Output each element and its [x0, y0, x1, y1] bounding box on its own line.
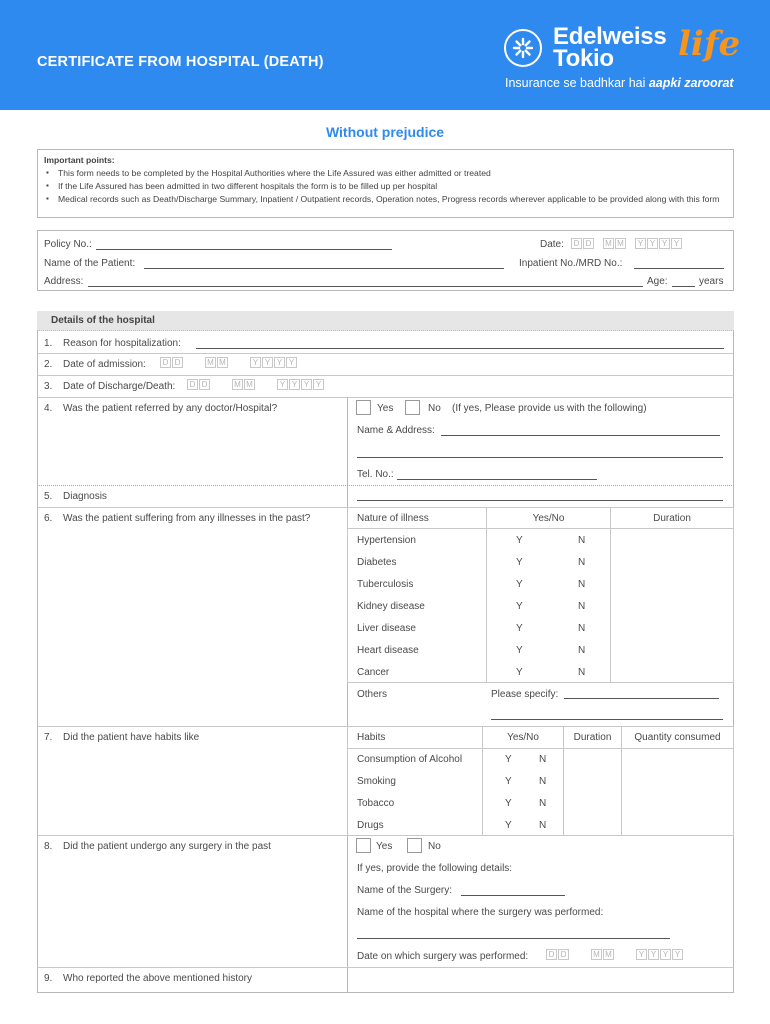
- specify-field-2[interactable]: [491, 719, 723, 720]
- tel-field[interactable]: [397, 479, 597, 480]
- habits-qty-header: Quantity consumed: [634, 732, 721, 743]
- q4-yes-label: Yes: [377, 403, 394, 414]
- q1-label: Reason for hospitalization:: [63, 338, 181, 349]
- diagnosis-field[interactable]: [357, 500, 723, 501]
- yes-option[interactable]: Y: [505, 798, 512, 809]
- details-heading: Details of the hospital: [51, 315, 155, 326]
- yesno-header: Yes/No: [532, 513, 565, 524]
- yes-option[interactable]: Y: [505, 776, 512, 787]
- important-point: ▪ This form needs to be completed by the Hospital Authorities where the Life Assured was either admitted or treated: [44, 167, 727, 180]
- q4-no-label: No: [428, 403, 441, 414]
- yes-option[interactable]: Y: [516, 667, 523, 678]
- admission-date-boxes[interactable]: D D M M Y Y Y Y: [160, 357, 298, 368]
- q7-number: 7.: [44, 732, 53, 743]
- important-point: ▪ If the Life Assured has been admitted in two different hospitals the form is to be filled up per hospital: [44, 180, 727, 193]
- q8-yes-checkbox[interactable]: [356, 838, 371, 853]
- address-label: Address:: [44, 276, 84, 287]
- logo-tokio: Tokio: [553, 45, 614, 72]
- edelweiss-flower-icon: [504, 29, 542, 67]
- logo-life: life: [678, 24, 741, 64]
- header-banner: [0, 0, 770, 110]
- no-option[interactable]: N: [539, 820, 547, 831]
- illness-row: Kidney disease: [357, 601, 425, 612]
- divider: [37, 485, 734, 486]
- yes-option[interactable]: Y: [516, 623, 523, 634]
- details-heading-bar: [37, 311, 734, 331]
- illness-header: Nature of illness: [357, 513, 429, 524]
- q7-label: Did the patient have habits like: [63, 732, 200, 743]
- q3-number: 3.: [44, 381, 53, 392]
- tagline: Insurance se badhkar hai aapki zaroorat: [505, 76, 734, 90]
- q6-label: Was the patient suffering from any illnesses in the past?: [63, 513, 311, 524]
- surgery-hospital-field[interactable]: [357, 938, 670, 939]
- no-option[interactable]: N: [578, 645, 586, 656]
- divider: [37, 397, 734, 398]
- q2-number: 2.: [44, 359, 53, 370]
- no-option[interactable]: N: [578, 623, 586, 634]
- duration-header: Duration: [653, 513, 691, 524]
- q4-no-checkbox[interactable]: [405, 400, 420, 415]
- illness-row: Heart disease: [357, 645, 419, 656]
- age-label: Age:: [647, 276, 668, 287]
- q4-label: Was the patient referred by any doctor/Hospital?: [63, 403, 278, 414]
- q8-no-label: No: [428, 841, 441, 852]
- no-option[interactable]: N: [539, 754, 547, 765]
- q5-number: 5.: [44, 491, 53, 502]
- divider: [37, 835, 734, 836]
- no-option[interactable]: N: [578, 579, 586, 590]
- important-points: [37, 149, 734, 218]
- no-option[interactable]: N: [578, 557, 586, 568]
- yes-option[interactable]: Y: [516, 645, 523, 656]
- others-label: Others: [357, 689, 388, 700]
- policy-date-boxes[interactable]: D D M M Y Y Y Y: [571, 238, 683, 249]
- habit-row: Drugs: [357, 820, 384, 831]
- habits-header: Habits: [357, 732, 386, 743]
- q2-label: Date of admission:: [63, 359, 146, 370]
- subtitle: Without prejudice: [325, 124, 445, 140]
- q8-number: 8.: [44, 841, 53, 852]
- patient-name-label: Name of the Patient:: [44, 258, 136, 269]
- inpatient-no-field[interactable]: [634, 268, 724, 269]
- discharge-date-boxes[interactable]: D D M M Y Y Y Y: [187, 379, 325, 390]
- q4-yes-checkbox[interactable]: [356, 400, 371, 415]
- surgery-date-boxes[interactable]: D D M M Y Y Y Y: [546, 949, 684, 960]
- age-field[interactable]: [672, 286, 695, 287]
- no-option[interactable]: N: [578, 601, 586, 612]
- policy-no-field[interactable]: [96, 249, 392, 250]
- specify-field[interactable]: [564, 698, 719, 699]
- column-divider: [347, 397, 348, 993]
- yesno-column: [486, 528, 611, 683]
- q4-note: (If yes, Please provide us with the following): [452, 403, 647, 414]
- patient-name-field[interactable]: [144, 268, 504, 269]
- illness-row: Cancer: [357, 667, 390, 678]
- divider: [37, 353, 734, 354]
- no-option[interactable]: N: [578, 535, 586, 546]
- illness-row: Hypertension: [357, 535, 416, 546]
- q8-no-checkbox[interactable]: [407, 838, 422, 853]
- q3-label: Date of Discharge/Death:: [63, 381, 176, 392]
- please-specify-label: Please specify:: [491, 689, 559, 700]
- no-option[interactable]: N: [539, 776, 547, 787]
- surgery-date-label: Date on which surgery was performed:: [357, 951, 529, 962]
- habits-yesno-header: Yes/No: [507, 732, 539, 743]
- yes-option[interactable]: Y: [516, 535, 523, 546]
- q4-number: 4.: [44, 403, 53, 414]
- yes-option[interactable]: Y: [516, 579, 523, 590]
- divider: [347, 748, 734, 749]
- logo-edelweiss: Edelweiss: [553, 23, 667, 50]
- address-field[interactable]: [88, 286, 643, 287]
- illness-row: Diabetes: [357, 557, 397, 568]
- q9-number: 9.: [44, 973, 53, 984]
- name-address-field-2[interactable]: [357, 457, 723, 458]
- duration-column: [610, 528, 734, 683]
- illness-row: Liver disease: [357, 623, 416, 634]
- surgery-name-label: Name of the Surgery:: [357, 885, 453, 896]
- inpatient-no-label: Inpatient No./MRD No.:: [519, 258, 623, 269]
- surgery-name-field[interactable]: [461, 895, 565, 896]
- q5-label: Diagnosis: [63, 491, 107, 502]
- q9-label: Who reported the above mentioned history: [63, 973, 252, 984]
- no-option[interactable]: N: [539, 798, 547, 809]
- years-label: years: [699, 276, 724, 287]
- divider: [37, 375, 734, 376]
- q8-if-yes: If yes, provide the following details:: [357, 863, 513, 874]
- important-point: ▪ Medical records such as Death/Discharge Summary, Inpatient / Outpatient records, Operation notes, Progress records wherever applicable to be provided along with this form: [44, 193, 727, 206]
- q6-number: 6.: [44, 513, 53, 524]
- date-label: Date:: [540, 239, 564, 250]
- yes-option[interactable]: Y: [505, 754, 512, 765]
- reason-field[interactable]: [196, 348, 724, 349]
- yes-option[interactable]: Y: [516, 557, 523, 568]
- habit-row: Tobacco: [357, 798, 395, 809]
- habits-duration-header: Duration: [573, 732, 612, 743]
- name-address-label: Name & Address:: [357, 425, 435, 436]
- name-address-field[interactable]: [441, 435, 720, 436]
- form-title: CERTIFICATE FROM HOSPITAL (DEATH): [37, 54, 324, 70]
- surgery-hospital-label: Name of the hospital where the surgery was performed:: [357, 907, 604, 918]
- no-option[interactable]: N: [578, 667, 586, 678]
- policy-no-label: Policy No.:: [44, 239, 92, 250]
- important-heading: Important points:: [44, 155, 115, 165]
- q8-yes-label: Yes: [376, 841, 393, 852]
- q1-number: 1.: [44, 338, 53, 349]
- habit-row: Smoking: [357, 776, 396, 787]
- divider: [37, 967, 734, 968]
- q8-label: Did the patient undergo any surgery in the past: [63, 841, 271, 852]
- yes-option[interactable]: Y: [516, 601, 523, 612]
- illness-row: Tuberculosis: [357, 579, 414, 590]
- yes-option[interactable]: Y: [505, 820, 512, 831]
- habit-row: Consumption of Alcohol: [357, 754, 463, 765]
- tel-label: Tel. No.:: [357, 469, 394, 480]
